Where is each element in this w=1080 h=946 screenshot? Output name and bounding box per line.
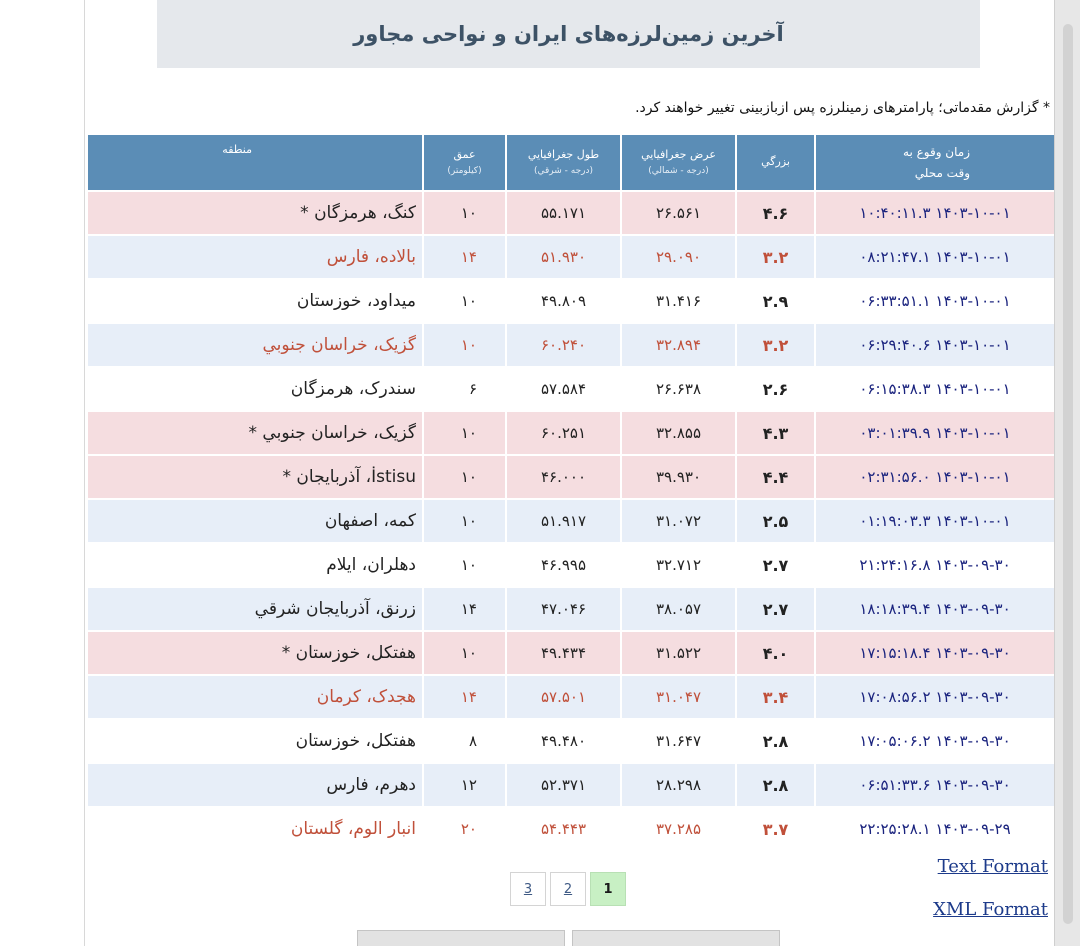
cell-time: ۱۴۰۳-۱۰-۰۱ ۱۰:۴۰:۱۱.۳: [816, 192, 1054, 234]
table-row[interactable]: [88, 544, 1054, 586]
cell-time: ۱۴۰۳-۱۰-۰۱ ۰۲:۳۱:۵۶.۰: [816, 456, 1054, 498]
cell-magnitude: ۴.۴: [737, 456, 814, 498]
cell-longitude: ۵۱.۹۱۷: [507, 500, 620, 542]
table-row[interactable]: [88, 456, 1054, 498]
cell-depth: ۱۰: [424, 324, 505, 366]
cell-longitude: ۴۹.۴۸۰: [507, 720, 620, 762]
cell-time: ۱۴۰۳-۰۹-۲۹ ۲۲:۲۵:۲۸.۱: [816, 808, 1054, 850]
cell-latitude: ۳۱.۰۴۷: [622, 676, 735, 718]
cell-magnitude: ۴.۳: [737, 412, 814, 454]
cell-time: ۱۴۰۳-۰۹-۳۰ ۱۷:۰۵:۰۶.۲: [816, 720, 1054, 762]
cell-time: ۱۴۰۳-۱۰-۰۱ ۰۸:۲۱:۴۷.۱: [816, 236, 1054, 278]
table-row[interactable]: [88, 764, 1054, 806]
cell-magnitude: ۲.۶: [737, 368, 814, 410]
cell-longitude: ۵۵.۱۷۱: [507, 192, 620, 234]
cell-time: ۱۴۰۳-۱۰-۰۱ ۰۶:۳۳:۵۱.۱: [816, 280, 1054, 322]
cell-time: ۱۴۰۳-۰۹-۳۰ ۰۶:۵۱:۳۳.۶: [816, 764, 1054, 806]
table-row[interactable]: [88, 500, 1054, 542]
header-latitude-sub: (درجه - شمالي): [648, 166, 709, 177]
header-magnitude-label: بزرگي: [761, 155, 790, 169]
cell-latitude: ۳۷.۲۸۵: [622, 808, 735, 850]
cell-magnitude: ۲.۷: [737, 544, 814, 586]
cell-magnitude: ۳.۷: [737, 808, 814, 850]
cell-magnitude: ۳.۲: [737, 324, 814, 366]
cell-depth: ۱۰: [424, 544, 505, 586]
cell-magnitude: ۳.۴: [737, 676, 814, 718]
table-row[interactable]: [88, 676, 1054, 718]
table-row[interactable]: [88, 280, 1054, 322]
page-link-1-active[interactable]: 1: [590, 872, 626, 906]
scrollbar-thumb[interactable]: [1063, 24, 1073, 924]
table-row[interactable]: [88, 632, 1054, 674]
cell-time: ۱۴۰۳-۰۹-۳۰ ۱۷:۱۵:۱۸.۴: [816, 632, 1054, 674]
header-latitude-label: عرض جغرافيايي: [641, 147, 716, 161]
header-longitude[interactable]: [507, 135, 620, 190]
pagination: [510, 872, 626, 906]
page-title-banner: [157, 0, 980, 68]
table-row[interactable]: [88, 236, 1054, 278]
cell-latitude: ۳۱.۰۷۲: [622, 500, 735, 542]
cell-time: ۱۴۰۳-۱۰-۰۱ ۰۶:۲۹:۴۰.۶: [816, 324, 1054, 366]
page-left-border: [84, 0, 85, 946]
cell-depth: ۱۲: [424, 764, 505, 806]
page-link-2[interactable]: 2: [550, 872, 586, 906]
bottom-button-left[interactable]: [357, 930, 565, 946]
cell-latitude: ۲۶.۶۳۸: [622, 368, 735, 410]
cell-depth: ۱۴: [424, 676, 505, 718]
cell-longitude: ۴۶.۹۹۵: [507, 544, 620, 586]
table-row[interactable]: [88, 192, 1054, 234]
cell-latitude: ۲۹.۰۹۰: [622, 236, 735, 278]
header-region[interactable]: [88, 135, 422, 190]
cell-longitude: ۵۷.۵۸۴: [507, 368, 620, 410]
bottom-button-right[interactable]: [572, 930, 780, 946]
cell-longitude: ۴۹.۴۳۴: [507, 632, 620, 674]
cell-depth: ۱۰: [424, 456, 505, 498]
cell-region: گزیک، خراسان جنوبي: [88, 324, 422, 366]
cell-region: سندرک، هرمزگان: [88, 368, 422, 410]
cell-longitude: ۴۷.۰۴۶: [507, 588, 620, 630]
cell-magnitude: ۲.۸: [737, 720, 814, 762]
cell-latitude: ۳۲.۸۹۴: [622, 324, 735, 366]
cell-depth: ۱۴: [424, 588, 505, 630]
table-row[interactable]: [88, 324, 1054, 366]
table-row[interactable]: [88, 588, 1054, 630]
cell-longitude: ۴۹.۸۰۹: [507, 280, 620, 322]
cell-depth: ۱۰: [424, 280, 505, 322]
header-time-label: زمان وقوع به: [903, 145, 970, 160]
header-latitude[interactable]: [622, 135, 735, 190]
cell-time: ۱۴۰۳-۰۹-۳۰ ۱۸:۱۸:۳۹.۴: [816, 588, 1054, 630]
cell-latitude: ۳۱.۵۲۲: [622, 632, 735, 674]
cell-latitude: ۳۱.۶۴۷: [622, 720, 735, 762]
header-longitude-sub: (درجه - شرقي): [533, 166, 594, 177]
cell-magnitude: ۴.۶: [737, 192, 814, 234]
cell-longitude: ۶۰.۲۴۰: [507, 324, 620, 366]
cell-depth: ۱۰: [424, 412, 505, 454]
cell-longitude: ۵۱.۹۳۰: [507, 236, 620, 278]
cell-magnitude: ۲.۸: [737, 764, 814, 806]
cell-region: دهرم، فارس: [88, 764, 422, 806]
header-region-label: منطقه: [222, 143, 252, 156]
cell-region: هجدک، کرمان: [88, 676, 422, 718]
page-title: آخرین زمین‌لرزه‌های ایران و نواحی مجاور: [353, 22, 784, 46]
header-magnitude[interactable]: [737, 135, 814, 190]
header-depth-sub: (كيلومتر): [447, 166, 482, 177]
cell-latitude: ۳۲.۷۱۲: [622, 544, 735, 586]
cell-longitude: ۵۲.۳۷۱: [507, 764, 620, 806]
cell-region: کنگ، هرمزگان *: [88, 192, 422, 234]
cell-longitude: ۴۶.۰۰۰: [507, 456, 620, 498]
vertical-scrollbar[interactable]: [1054, 0, 1080, 946]
table-row[interactable]: [88, 808, 1054, 850]
cell-region: İstisu، آذربایجان *: [88, 456, 422, 498]
cell-latitude: ۲۶.۵۶۱: [622, 192, 735, 234]
cell-time: ۱۴۰۳-۰۹-۳۰ ۱۷:۰۸:۵۶.۲: [816, 676, 1054, 718]
table-row[interactable]: [88, 368, 1054, 410]
cell-latitude: ۳۲.۸۵۵: [622, 412, 735, 454]
cell-latitude: ۳۹.۹۳۰: [622, 456, 735, 498]
text-format-link[interactable]: Text Format: [937, 856, 1048, 877]
cell-latitude: ۳۱.۴۱۶: [622, 280, 735, 322]
header-longitude-label: طول جغرافيايي: [527, 147, 600, 161]
table-header-row: [88, 135, 1054, 190]
xml-format-link[interactable]: XML Format: [933, 899, 1048, 920]
cell-depth: ۲۰: [424, 808, 505, 850]
cell-magnitude: ۲.۵: [737, 500, 814, 542]
table-row[interactable]: [88, 412, 1054, 454]
cell-region: میداود، خوزستان: [88, 280, 422, 322]
cell-region: هفتکل، خوزستان *: [88, 632, 422, 674]
cell-region: کمه، اصفهان: [88, 500, 422, 542]
header-depth[interactable]: [424, 135, 505, 190]
cell-region: انبار الوم، گلستان: [88, 808, 422, 850]
preliminary-report-note: * گزارش مقدماتی؛ پارامترهای زمینلرزه پس ازبازبینی تغییر خواهند کرد.: [635, 100, 1050, 116]
cell-depth: ۱۰: [424, 632, 505, 674]
cell-latitude: ۲۸.۲۹۸: [622, 764, 735, 806]
cell-region: گزیک، خراسان جنوبي *: [88, 412, 422, 454]
header-depth-label: عمق: [453, 147, 476, 161]
cell-region: دهلران، ایلام: [88, 544, 422, 586]
cell-depth: ۶: [424, 368, 505, 410]
cell-magnitude: ۲.۷: [737, 588, 814, 630]
cell-region: زرنق، آذربایجان شرقي: [88, 588, 422, 630]
cell-time: ۱۴۰۳-۱۰-۰۱ ۰۳:۰۱:۳۹.۹: [816, 412, 1054, 454]
cell-region: بالاده، فارس: [88, 236, 422, 278]
header-time[interactable]: [816, 135, 1054, 190]
cell-region: هفتکل، خوزستان: [88, 720, 422, 762]
cell-time: ۱۴۰۳-۰۹-۳۰ ۲۱:۲۴:۱۶.۸: [816, 544, 1054, 586]
table-row[interactable]: [88, 720, 1054, 762]
cell-depth: ۱۴: [424, 236, 505, 278]
cell-time: ۱۴۰۳-۱۰-۰۱ ۰۶:۱۵:۳۸.۳: [816, 368, 1054, 410]
cell-longitude: ۵۴.۴۴۳: [507, 808, 620, 850]
cell-depth: ۱۰: [424, 192, 505, 234]
cell-magnitude: ۲.۹: [737, 280, 814, 322]
cell-longitude: ۶۰.۲۵۱: [507, 412, 620, 454]
cell-depth: ۱۰: [424, 500, 505, 542]
cell-time: ۱۴۰۳-۱۰-۰۱ ۰۱:۱۹:۰۳.۳: [816, 500, 1054, 542]
cell-longitude: ۵۷.۵۰۱: [507, 676, 620, 718]
header-time-sub: وقت محلي: [914, 165, 970, 180]
cell-latitude: ۳۸.۰۵۷: [622, 588, 735, 630]
earthquake-table: [86, 133, 1056, 852]
cell-depth: ۸: [424, 720, 505, 762]
page-link-3[interactable]: 3: [510, 872, 546, 906]
cell-magnitude: ۳.۲: [737, 236, 814, 278]
cell-magnitude: ۴.۰: [737, 632, 814, 674]
